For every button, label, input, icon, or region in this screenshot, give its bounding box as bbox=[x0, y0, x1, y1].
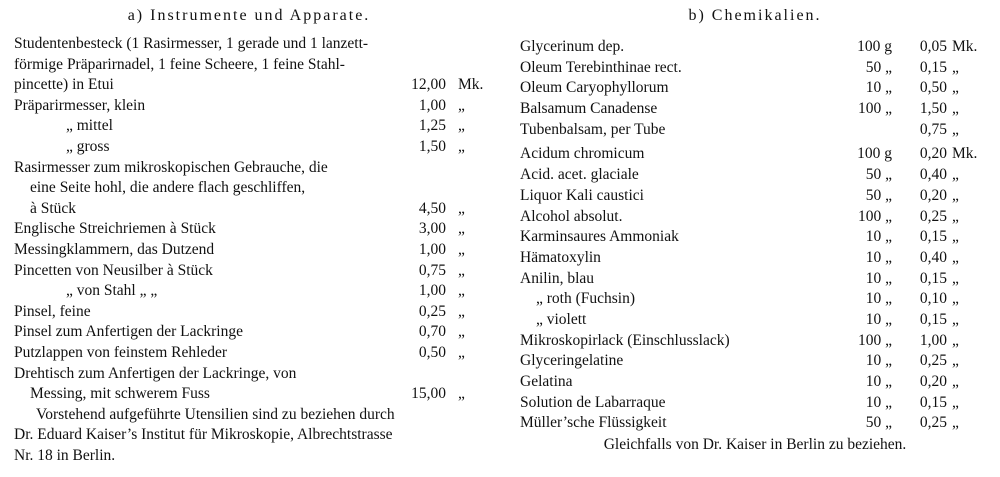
item-price: 0,25 bbox=[919, 207, 947, 225]
price-row bbox=[520, 331, 990, 352]
item-quantity: 100 „ bbox=[857, 100, 892, 118]
item-currency-unit: „ bbox=[458, 261, 465, 279]
item-price: 0,25 bbox=[418, 302, 446, 320]
item-quantity: 10 „ bbox=[865, 290, 892, 308]
item-label: „ roth (Fuchsin) bbox=[520, 289, 639, 310]
item-label: Alcohol absolut. bbox=[520, 207, 626, 228]
text-line: Rasirmesser zum mikroskopischen Gebrauche, die bbox=[14, 158, 328, 176]
note-line: Nr. 18 in Berlin. bbox=[14, 446, 116, 464]
item-quantity: 100 g bbox=[857, 38, 892, 55]
item-label: Solution de Labarraque bbox=[520, 393, 669, 414]
price-row bbox=[14, 281, 484, 302]
text-line: förmige Präparirnadel, 1 feine Scheere, 1 feine Stahl- bbox=[14, 55, 345, 73]
item-currency-unit: „ bbox=[458, 302, 465, 320]
item-currency-unit: „ bbox=[458, 385, 465, 403]
item-label: Balsamum Canadense bbox=[520, 99, 661, 120]
price-row bbox=[14, 116, 484, 137]
text-line: Drehtisch zum Anfertigen der Lackringe, von bbox=[14, 364, 297, 382]
item-quantity: 10 „ bbox=[865, 269, 892, 287]
item-currency-unit: „ bbox=[952, 207, 959, 225]
price-row bbox=[14, 384, 484, 405]
item-price: 0,15 bbox=[919, 228, 947, 246]
item-price: 0,15 bbox=[919, 393, 947, 411]
item-quantity: 100 g bbox=[857, 145, 892, 163]
price-row bbox=[520, 99, 990, 120]
item-label: Pincetten von Neusilber à Stück bbox=[14, 261, 217, 282]
item-label: pincette) in Etui bbox=[14, 75, 118, 96]
supplier-note bbox=[14, 405, 484, 467]
item-label: Pinsel, feine bbox=[14, 302, 95, 323]
text-line: Studentenbesteck (1 Rasirmesser, 1 gerade und 1 lanzett- bbox=[14, 35, 369, 52]
item-currency-unit: „ bbox=[458, 137, 465, 155]
item-price: 1,50 bbox=[919, 100, 947, 118]
item-quantity: 100 „ bbox=[857, 207, 892, 225]
price-row bbox=[520, 289, 990, 310]
item-currency-unit: „ bbox=[952, 310, 959, 328]
item-price: 0,40 bbox=[919, 166, 947, 184]
price-row bbox=[520, 207, 990, 228]
item-price: 0,10 bbox=[919, 290, 947, 308]
item-quantity: 10 „ bbox=[865, 352, 892, 370]
instrument-list-2 bbox=[14, 199, 484, 364]
item-currency-unit: „ bbox=[952, 248, 959, 266]
price-row bbox=[14, 96, 484, 117]
price-row bbox=[520, 78, 990, 99]
item-price: 1,00 bbox=[418, 96, 446, 114]
item-currency-unit: „ bbox=[952, 58, 959, 76]
item-currency-unit: „ bbox=[952, 228, 959, 246]
note-line: Vorstehend aufgeführte Utensilien sind zu beziehen durch bbox=[36, 405, 395, 423]
item-label: Liquor Kali caustici bbox=[520, 186, 648, 207]
item-label: „ mittel bbox=[14, 116, 117, 137]
item-label: „ von Stahl „ „ bbox=[14, 281, 161, 302]
price-row bbox=[14, 343, 484, 364]
price-row bbox=[14, 75, 484, 96]
price-row bbox=[14, 199, 484, 220]
item-currency-unit: „ bbox=[952, 100, 959, 118]
item-quantity: 50 „ bbox=[865, 186, 892, 204]
chemicals-footer: Gleichfalls von Dr. Kaiser in Berlin zu beziehen. bbox=[603, 436, 907, 454]
price-row bbox=[520, 186, 990, 207]
item-currency-unit: „ bbox=[458, 282, 465, 300]
item-currency-unit: „ bbox=[952, 120, 959, 138]
item-label: Messingklammern, das Dutzend bbox=[14, 240, 218, 261]
item-label: Acidum chromicum bbox=[520, 144, 648, 165]
price-row bbox=[520, 372, 990, 393]
item-price: 1,00 bbox=[418, 240, 446, 258]
item-quantity: 100 „ bbox=[857, 331, 892, 349]
price-row bbox=[520, 413, 990, 434]
price-row bbox=[520, 310, 990, 331]
item-currency-unit: „ bbox=[952, 166, 959, 184]
item-price: 1,00 bbox=[418, 282, 446, 300]
item-price: 1,25 bbox=[418, 117, 446, 135]
item-label: Präparirmesser, klein bbox=[14, 96, 149, 117]
price-row bbox=[520, 351, 990, 372]
item-price: 0,15 bbox=[919, 269, 947, 287]
instruments-column bbox=[14, 0, 484, 466]
item-currency-unit: „ bbox=[952, 393, 959, 411]
instrument-list-1 bbox=[14, 75, 484, 157]
item-quantity: 10 „ bbox=[865, 248, 892, 266]
price-row bbox=[520, 120, 990, 141]
item-label: „ gross bbox=[14, 137, 113, 158]
item-label: Acid. acet. glaciale bbox=[520, 165, 643, 186]
item-currency-unit: Mk. bbox=[952, 38, 978, 55]
item-price: 0,75 bbox=[418, 261, 446, 279]
item-price: 0,50 bbox=[919, 79, 947, 97]
item-label: „ violett bbox=[520, 310, 590, 331]
chemicals-column bbox=[520, 0, 990, 456]
item-currency-unit: „ bbox=[952, 414, 959, 432]
item-label: Hämatoxylin bbox=[520, 248, 605, 269]
item-quantity: 10 „ bbox=[865, 310, 892, 328]
item-currency-unit: „ bbox=[952, 269, 959, 287]
item-price: 0,20 bbox=[919, 145, 947, 163]
item-price: 0,15 bbox=[919, 58, 947, 76]
item-label: Englische Streichriemen à Stück bbox=[14, 219, 220, 240]
item-currency-unit: „ bbox=[952, 186, 959, 204]
price-row bbox=[520, 393, 990, 414]
price-row bbox=[520, 37, 990, 58]
item-currency-unit: „ bbox=[458, 240, 465, 258]
instruments-heading: a) Instrumente und Apparate. bbox=[127, 7, 371, 24]
item-label: Oleum Terebinthinae rect. bbox=[520, 58, 686, 79]
item-currency-unit: „ bbox=[458, 343, 465, 361]
price-row bbox=[14, 137, 484, 158]
item-label: Karminsaures Ammoniak bbox=[520, 227, 683, 248]
item-currency-unit: Mk. bbox=[952, 145, 978, 163]
item-quantity: 50 „ bbox=[865, 58, 892, 76]
price-row bbox=[520, 165, 990, 186]
item-price: 0,15 bbox=[919, 310, 947, 328]
text-line: eine Seite hohl, die andere flach geschliffen, bbox=[30, 179, 306, 197]
item-quantity: 10 „ bbox=[865, 373, 892, 390]
item-price: 15,00 bbox=[411, 385, 446, 403]
item-label: Oleum Caryophyllorum bbox=[520, 78, 673, 99]
item-label: Tubenbalsam, per Tube bbox=[520, 120, 669, 141]
rasirmesser-description bbox=[14, 158, 484, 199]
price-row bbox=[14, 261, 484, 282]
price-row bbox=[14, 240, 484, 261]
item-quantity: 50 „ bbox=[865, 414, 892, 432]
item-price: 0,20 bbox=[919, 186, 947, 204]
price-row bbox=[14, 322, 484, 343]
item-label: Gelatina bbox=[520, 372, 577, 393]
item-price: 0,20 bbox=[919, 373, 947, 390]
item-price: 0,50 bbox=[418, 343, 446, 361]
item-price: 0,40 bbox=[919, 248, 947, 266]
item-price: 0,05 bbox=[919, 38, 947, 55]
item-currency-unit: Mk. bbox=[458, 76, 484, 94]
item-label: Putzlappen von feinstem Rehleder bbox=[14, 343, 231, 364]
item-price: 0,75 bbox=[919, 120, 947, 138]
item-label: Glyceringelatine bbox=[520, 351, 627, 372]
item-currency-unit: „ bbox=[952, 79, 959, 97]
item-label: Mikroskopirlack (Einschlusslack) bbox=[520, 331, 734, 352]
instrument-list-3 bbox=[14, 384, 484, 405]
price-row bbox=[520, 58, 990, 79]
item-price: 4,50 bbox=[418, 199, 446, 217]
item-currency-unit: „ bbox=[952, 290, 959, 308]
item-quantity: 50 „ bbox=[865, 166, 892, 184]
item-label: Pinsel zum Anfertigen der Lackringe bbox=[14, 322, 247, 343]
item-quantity: 10 „ bbox=[865, 79, 892, 97]
item-currency-unit: „ bbox=[952, 352, 959, 370]
item-currency-unit: „ bbox=[458, 96, 465, 114]
note-line: Dr. Eduard Kaiser’s Institut für Mikroskopie, Albrechtstrasse bbox=[14, 426, 393, 444]
chemical-list bbox=[520, 37, 990, 434]
item-currency-unit: „ bbox=[952, 331, 959, 349]
item-quantity: 10 „ bbox=[865, 228, 892, 246]
drehtisch-description bbox=[14, 364, 484, 385]
item-label: à Stück bbox=[14, 199, 80, 220]
price-row bbox=[14, 302, 484, 323]
studentenbesteck-description bbox=[14, 34, 484, 75]
item-price: 0,70 bbox=[418, 323, 446, 341]
item-label: Anilin, blau bbox=[520, 269, 598, 290]
price-row bbox=[14, 219, 484, 240]
item-price: 3,00 bbox=[418, 220, 446, 238]
item-quantity: 10 „ bbox=[865, 393, 892, 411]
item-currency-unit: „ bbox=[952, 373, 959, 390]
item-label: Glycerinum dep. bbox=[520, 37, 628, 58]
item-price: 0,25 bbox=[919, 414, 947, 432]
item-price: 1,50 bbox=[418, 137, 446, 155]
item-label: Müller’sche Flüssigkeit bbox=[520, 413, 671, 434]
price-row bbox=[520, 144, 990, 165]
item-price: 0,25 bbox=[919, 352, 947, 370]
item-label: Messing, mit schwerem Fuss bbox=[14, 384, 214, 405]
item-currency-unit: „ bbox=[458, 117, 465, 135]
item-currency-unit: „ bbox=[458, 323, 465, 341]
price-row bbox=[520, 269, 990, 290]
chemicals-heading: b) Chemikalien. bbox=[688, 7, 822, 24]
item-currency-unit: „ bbox=[458, 220, 465, 238]
item-price: 1,00 bbox=[919, 331, 947, 349]
item-price: 12,00 bbox=[411, 76, 446, 94]
item-currency-unit: „ bbox=[458, 199, 465, 217]
price-row bbox=[520, 248, 990, 269]
price-row bbox=[520, 227, 990, 248]
